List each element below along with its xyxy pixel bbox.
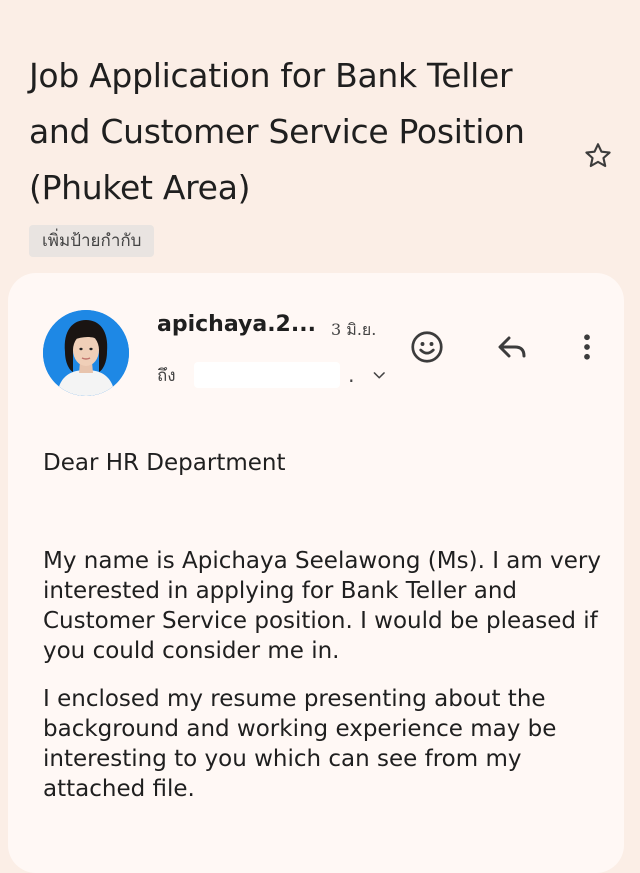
email-paragraph: I enclosed my resume presenting about the background and working experience may be interesting to you which can see from my attached file.	[43, 686, 557, 802]
reply-icon	[494, 329, 530, 365]
star-button[interactable]	[578, 136, 618, 176]
star-outline-icon	[582, 140, 614, 172]
chevron-down-icon[interactable]	[371, 366, 387, 384]
emoji-reaction-button[interactable]	[405, 325, 449, 369]
avatar-photo	[43, 310, 129, 396]
add-label-chip[interactable]: เพิ่มป้ายกำกับ	[29, 225, 154, 257]
email-subject: Job Application for Bank Teller and Customer Service Position (Phuket Area)	[29, 56, 525, 207]
more-options-button[interactable]	[565, 325, 609, 369]
to-label: ถึง	[157, 365, 176, 386]
to-suffix: .	[348, 363, 355, 387]
email-paragraph: My name is Apichaya Seelawong (Ms). I am very interested in applying for Bank Teller and Customer Service position. I would be pleased if you could consider me in.	[43, 548, 601, 664]
sender-name[interactable]: apichaya.2...	[157, 312, 316, 337]
email-greeting: Dear HR Department	[43, 450, 286, 476]
redacted-recipient	[194, 362, 341, 388]
sent-date: 3 มิ.ย.	[331, 320, 377, 339]
sender-avatar[interactable]	[43, 310, 129, 396]
emoji-icon	[409, 329, 445, 365]
more-vert-icon	[569, 329, 605, 365]
recipient-details[interactable]	[157, 360, 387, 390]
reply-button[interactable]	[490, 325, 534, 369]
